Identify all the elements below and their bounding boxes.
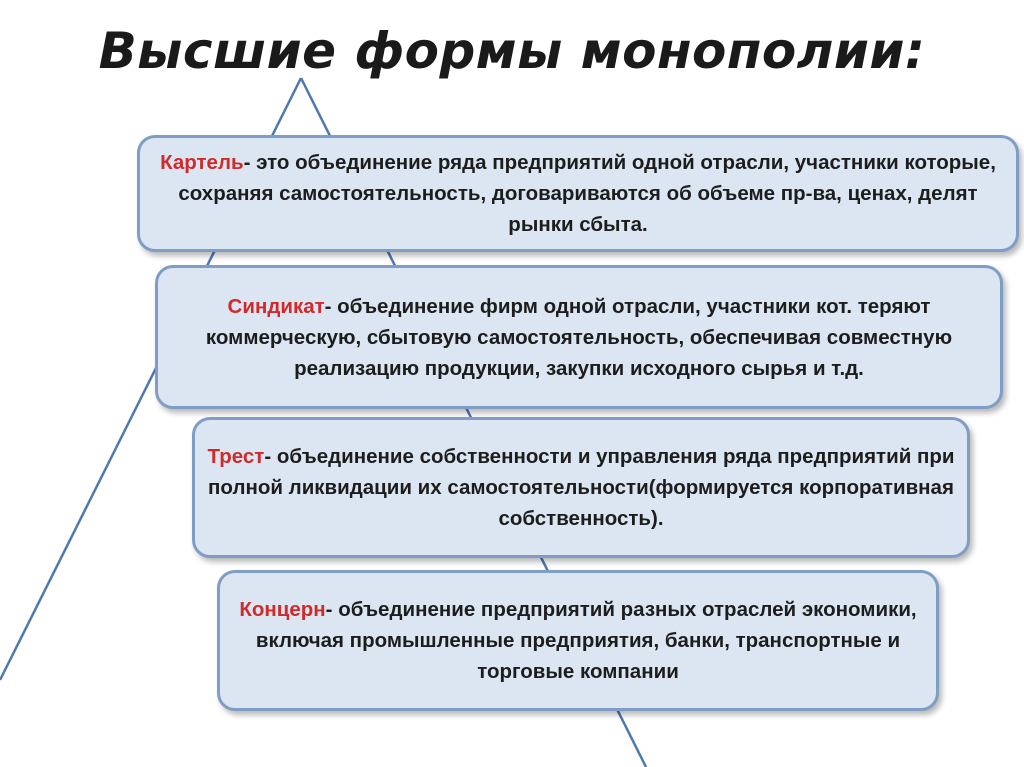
slide-title: Высшие формы монополии: xyxy=(98,22,926,80)
term-kartel: Картель xyxy=(160,151,244,174)
definition-text xyxy=(205,441,957,534)
definition-text xyxy=(168,291,990,384)
definition-box-trest xyxy=(192,417,970,558)
definition-box-kartel xyxy=(137,135,1019,252)
definition-sindikat: - объединение фирм одной отрасли, участники кот. теряют коммерческую, сбытовую самостоятельность, обеспечивая совместную реализацию продукции, закупки исходного сырья и т.д. xyxy=(205,294,953,380)
term-sindikat: Синдикат xyxy=(227,294,325,318)
definition-text xyxy=(230,594,926,687)
term-trest: Трест xyxy=(207,445,265,468)
definition-box-koncern xyxy=(217,570,939,711)
definition-box-sindikat xyxy=(155,265,1003,409)
definition-koncern: - объединение предприятий разных отраслей экономики, включая промышленные предприятия, банки, транспортные и торговые компании xyxy=(255,598,917,683)
term-koncern: Концерн xyxy=(239,598,326,621)
definition-kartel: - это объединение ряда предприятий одной отрасли, участники которые, сохраняя самостоятельность, договариваются об объеме пр-ва, ценах, делят рынки сбыта. xyxy=(178,151,996,236)
definition-text xyxy=(150,147,1006,240)
definition-trest: - объединение собственности и управления ряда предприятий при полной ликвидации их самостоятельности(формируется корпоративная собственность). xyxy=(208,445,955,530)
